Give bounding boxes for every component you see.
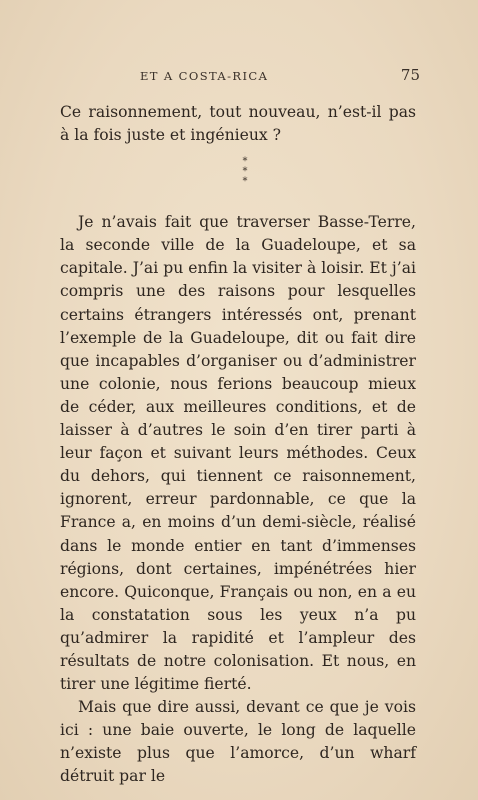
page-number: 75: [400, 66, 420, 84]
asterism-bottom-stars: * *: [242, 166, 256, 188]
section-break: [60, 147, 416, 211]
running-head: [60, 66, 420, 86]
paragraph: Je n’avais fait que traverser Basse-Terre, la seconde ville de la Guadeloupe, et sa capitale. J’ai pu enfin la visiter à loisir. Et j’ai compris une des raisons pour lesquelles certains étrangers intéressés ont, prenant l’exemple de la Guadeloupe, dit ou fait dire que incapables d’organiser ou d’administrer une colonie, nous ferions beaucoup mieux de céder, aux meilleures conditions, et de laisser à d’autres le soin d’en tirer parti à leur façon et suivant leurs méthodes. Ceux du dehors, qui tiennent ce raisonnement, ignorent, erreur pardonnable, ce que la France a, en moins d’un demi-siècle, réalisé dans le monde entier en tant d’immenses régions, dont certaines, impénétrées hier encore. Quiconque, Français ou non, en a eu la constatation sous les yeux n’a pu qu’admirer la rapidité et l’ampleur des résultats de notre colonisation. Et nous, en tirer une légitime fierté.: [60, 213, 416, 694]
paragraph: Ce raisonnement, tout nouveau, n’est-il pas à la fois juste et ingénieux ?: [60, 103, 416, 145]
running-title: ET A COSTA-RICA: [140, 69, 269, 83]
paragraph: Mais que dire aussi, devant ce que je vois ici : une baie ouverte, le long de laquelle n’existe plus que l’amorce, d’un wharf détruit par le: [60, 698, 416, 786]
asterism-top-star: *: [242, 156, 248, 168]
asterism: [225, 156, 265, 188]
body-text: [60, 101, 416, 789]
